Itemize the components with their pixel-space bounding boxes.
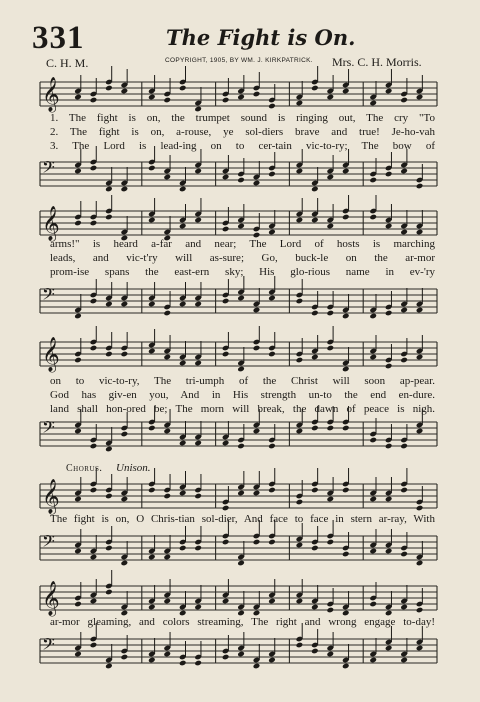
note-head	[194, 604, 202, 611]
note-head	[311, 604, 319, 611]
note-head	[179, 440, 187, 447]
note-head	[194, 545, 202, 552]
note-head	[222, 226, 230, 233]
note-head	[222, 654, 230, 661]
note-head	[311, 217, 319, 224]
note-head	[148, 217, 156, 224]
unison-direction: Unison.	[116, 462, 151, 474]
note-head	[327, 345, 335, 352]
note-head	[179, 360, 187, 367]
note-head	[121, 496, 129, 503]
note-head	[327, 539, 335, 546]
note-head	[385, 171, 393, 178]
note-head	[121, 431, 129, 438]
note-head	[342, 366, 350, 373]
note-head	[105, 446, 113, 453]
note-head	[148, 425, 156, 432]
note-head	[342, 551, 350, 558]
note-head	[237, 223, 245, 230]
note-head	[90, 345, 98, 352]
staff-treble	[0, 580, 480, 618]
note-head	[105, 186, 113, 193]
staff-bass	[0, 633, 480, 671]
note-head	[74, 496, 82, 503]
note-head	[296, 542, 304, 549]
note-head	[194, 360, 202, 367]
note-head	[105, 493, 113, 500]
note-head	[105, 301, 113, 308]
note-head	[342, 168, 350, 175]
note-head	[342, 425, 350, 432]
note-head	[400, 168, 408, 175]
staff-bass	[0, 156, 480, 194]
note-head	[148, 554, 156, 561]
note-head	[369, 177, 377, 184]
bass-clef-icon: 𝄢	[42, 531, 55, 555]
note-head	[163, 174, 171, 181]
note-head	[416, 645, 424, 652]
staff-bass	[0, 530, 480, 568]
note-head	[342, 663, 350, 670]
note-head	[400, 657, 408, 664]
note-head	[416, 505, 424, 512]
note-head	[74, 94, 82, 101]
note-head	[121, 560, 129, 567]
treble-clef-icon: 𝄞	[42, 77, 60, 112]
lyric-line: 3. The Lord is lead-ing on to cer-tain vic-to-ry; The bow of	[50, 140, 435, 152]
note-head	[311, 648, 319, 655]
note-head	[194, 217, 202, 224]
chorus-lyric-line: ar-mor gleaming, and colors streaming, The right and wrong engage to-day!	[50, 616, 435, 628]
note-head	[268, 351, 276, 358]
lyric-line: arms!" is heard a-far and near; The Lord of hosts is marching	[50, 238, 435, 250]
note-head	[253, 428, 261, 435]
note-head	[416, 354, 424, 361]
note-head	[179, 660, 187, 667]
note-head	[268, 598, 276, 605]
note-head	[311, 545, 319, 552]
note-head	[400, 551, 408, 558]
staff-bass	[0, 283, 480, 321]
note-head	[163, 598, 171, 605]
note-head	[369, 354, 377, 361]
note-head	[90, 220, 98, 227]
note-head	[327, 607, 335, 614]
note-head	[385, 88, 393, 95]
note-head	[311, 310, 319, 317]
note-head	[105, 589, 113, 596]
note-head	[416, 307, 424, 314]
note-head	[194, 493, 202, 500]
note-head	[74, 313, 82, 320]
note-head	[311, 186, 319, 193]
hymn-number: 331	[32, 20, 85, 56]
note-head	[163, 97, 171, 104]
note-head	[342, 88, 350, 95]
note-head	[194, 168, 202, 175]
note-head	[385, 496, 393, 503]
note-head	[327, 651, 335, 658]
note-head	[90, 97, 98, 104]
note-head	[163, 554, 171, 561]
note-head	[400, 229, 408, 236]
note-head	[253, 180, 261, 187]
hymn-title: The Fight is On.	[166, 25, 356, 50]
note-head	[148, 165, 156, 172]
note-head	[385, 645, 393, 652]
note-head	[296, 428, 304, 435]
note-head	[237, 94, 245, 101]
note-head	[385, 443, 393, 450]
note-head	[222, 505, 230, 512]
note-head	[222, 598, 230, 605]
note-head	[327, 94, 335, 101]
note-head	[416, 229, 424, 236]
note-head	[222, 174, 230, 181]
note-head	[342, 487, 350, 494]
note-head	[179, 223, 187, 230]
note-head	[296, 357, 304, 364]
treble-clef-icon: 𝄞	[42, 581, 60, 616]
bass-clef-icon: 𝄢	[42, 417, 55, 441]
note-head	[90, 443, 98, 450]
note-head	[253, 307, 261, 314]
note-head	[385, 223, 393, 230]
note-head	[74, 357, 82, 364]
bass-clef-icon: 𝄢	[42, 157, 55, 181]
lyric-line: leads, and vic-t'ry will as-sure; Go, buck-le on the ar-mor	[50, 252, 435, 264]
note-head	[416, 94, 424, 101]
treble-clef-icon: 𝄞	[42, 206, 60, 241]
note-head	[163, 310, 171, 317]
note-head	[268, 295, 276, 302]
staff-bass	[0, 416, 480, 454]
copyright-notice: COPYRIGHT, 1905, BY WM. J. KIRKPATRICK.	[165, 57, 313, 64]
note-head	[400, 604, 408, 611]
note-head	[296, 217, 304, 224]
note-head	[400, 307, 408, 314]
note-head	[105, 214, 113, 221]
lyric-line: 1. The fight is on, the trumpet sound is ringing out, The cry "To	[50, 112, 435, 124]
note-head	[327, 425, 335, 432]
note-head	[268, 539, 276, 546]
note-head	[237, 490, 245, 497]
lyric-line: prom-ise spans the east-ern sky; His glo-rious name in ev-'ry	[50, 266, 435, 278]
note-head	[148, 348, 156, 355]
note-head	[90, 165, 98, 172]
note-head	[222, 440, 230, 447]
note-head	[148, 487, 156, 494]
staff-treble	[0, 336, 480, 374]
note-head	[311, 487, 319, 494]
note-head	[268, 657, 276, 664]
note-head	[296, 100, 304, 107]
note-head	[163, 428, 171, 435]
note-head	[296, 598, 304, 605]
author-credit: Mrs. C. H. Morris.	[332, 55, 422, 69]
note-head	[400, 443, 408, 450]
lyric-line: 2. The fight is on, a-rouse, ye sol-diers brave and true! Je-ho-vah	[50, 126, 435, 138]
note-head	[90, 298, 98, 305]
note-head	[268, 487, 276, 494]
note-head	[268, 103, 276, 110]
note-head	[268, 229, 276, 236]
lyric-line: on to vic-to-ry, The tri-umph of the Christ will soon ap-pear.	[50, 375, 435, 387]
note-head	[253, 539, 261, 546]
note-head	[163, 493, 171, 500]
note-head	[400, 487, 408, 494]
note-head	[311, 354, 319, 361]
note-head	[74, 601, 82, 608]
note-head	[222, 97, 230, 104]
note-head	[163, 354, 171, 361]
note-head	[74, 168, 82, 175]
note-head	[369, 496, 377, 503]
treble-clef-icon: 𝄞	[42, 337, 60, 372]
note-head	[148, 657, 156, 664]
note-head	[121, 88, 129, 95]
note-head	[327, 310, 335, 317]
note-head	[253, 490, 261, 497]
note-head	[268, 443, 276, 450]
note-head	[311, 85, 319, 92]
chorus-label: Chorus.	[66, 463, 103, 474]
note-head	[179, 545, 187, 552]
note-head	[342, 313, 350, 320]
note-head	[90, 487, 98, 494]
note-head	[296, 298, 304, 305]
note-head	[148, 604, 156, 611]
note-head	[369, 601, 377, 608]
note-head	[400, 97, 408, 104]
staff-treble	[0, 478, 480, 516]
treble-clef-icon: 𝄞	[42, 479, 60, 514]
note-head	[148, 301, 156, 308]
note-head	[222, 351, 230, 358]
note-head	[194, 301, 202, 308]
meter-marking: C. H. M.	[46, 56, 89, 70]
note-head	[90, 554, 98, 561]
note-head	[311, 425, 319, 432]
note-head	[253, 663, 261, 670]
note-head	[416, 428, 424, 435]
lyric-line: God has giv-en you, And in His strength un-to the end en-dure.	[50, 389, 435, 401]
note-head	[342, 214, 350, 221]
note-head	[163, 651, 171, 658]
note-head	[74, 428, 82, 435]
note-head	[121, 351, 129, 358]
bass-clef-icon: 𝄢	[42, 284, 55, 308]
note-head	[179, 85, 187, 92]
note-head	[296, 642, 304, 649]
note-head	[253, 345, 261, 352]
note-head	[105, 663, 113, 670]
note-head	[237, 560, 245, 567]
note-head	[74, 220, 82, 227]
note-head	[385, 363, 393, 370]
note-head	[385, 310, 393, 317]
note-head	[237, 177, 245, 184]
note-head	[385, 548, 393, 555]
note-head	[179, 301, 187, 308]
note-head	[105, 351, 113, 358]
note-head	[237, 295, 245, 302]
note-head	[268, 171, 276, 178]
note-head	[369, 437, 377, 444]
note-head	[327, 496, 335, 503]
note-head	[296, 499, 304, 506]
note-head	[121, 654, 129, 661]
note-head	[121, 186, 129, 193]
note-head	[237, 366, 245, 373]
note-head	[74, 651, 82, 658]
note-head	[369, 214, 377, 221]
note-head	[369, 313, 377, 320]
bass-clef-icon: 𝄢	[42, 634, 55, 658]
note-head	[194, 660, 202, 667]
staff-treble	[0, 76, 480, 114]
note-head	[237, 443, 245, 450]
note-head	[90, 598, 98, 605]
note-head	[90, 642, 98, 649]
lyric-line: land shall hon-ored be; The morn will break, the dawn of peace is nigh.	[50, 403, 435, 415]
note-head	[327, 223, 335, 230]
note-head	[369, 657, 377, 664]
note-head	[369, 548, 377, 555]
note-head	[296, 168, 304, 175]
note-head	[222, 298, 230, 305]
note-head	[222, 539, 230, 546]
note-head	[121, 301, 129, 308]
note-head	[194, 440, 202, 447]
note-head	[416, 183, 424, 190]
note-head	[369, 100, 377, 107]
note-head	[400, 357, 408, 364]
note-head	[416, 607, 424, 614]
note-head	[237, 651, 245, 658]
note-head	[74, 548, 82, 555]
note-head	[105, 545, 113, 552]
note-head	[416, 560, 424, 567]
note-head	[148, 94, 156, 101]
note-head	[105, 85, 113, 92]
note-head	[179, 186, 187, 193]
note-head	[327, 174, 335, 181]
chorus-lyric-line: The fight is on, O Chris-tian sol-dier, And face to face in stern ar-ray, With	[50, 513, 435, 525]
note-head	[253, 91, 261, 98]
note-head	[179, 490, 187, 497]
